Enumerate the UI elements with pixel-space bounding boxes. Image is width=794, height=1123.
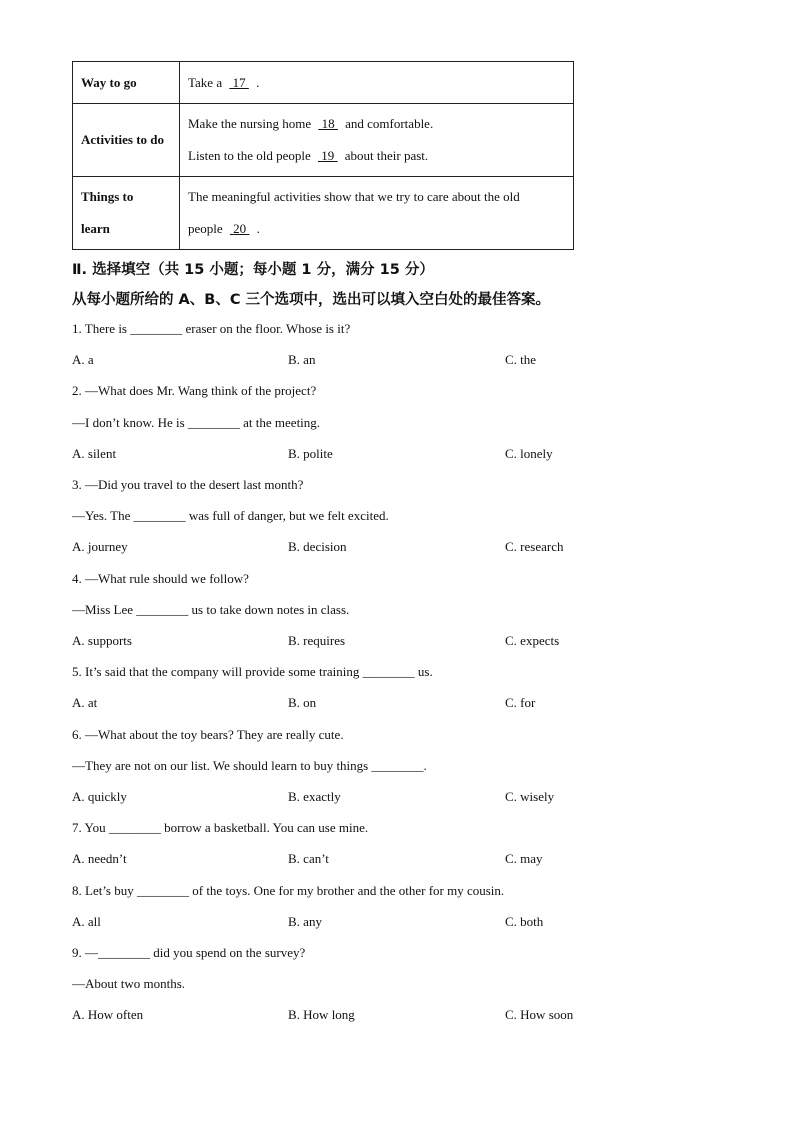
question-reply: —They are not on our list. We should learn to buy things ________.	[72, 757, 427, 773]
question-reply: —Miss Lee ________ us to take down notes in class.	[72, 601, 350, 617]
option-c: C. research	[505, 539, 564, 555]
blank-19: 19	[321, 148, 335, 163]
option-a: A. silent	[72, 445, 117, 461]
question-stem: 1. There is ________ eraser on the floor. Whose is it?	[72, 321, 351, 336]
question-reply: —I don’t know. He is ________ at the meeting.	[72, 414, 321, 430]
option-b: B. How long	[288, 1007, 355, 1023]
row-key: Activities to do	[73, 104, 180, 177]
question-stem: 6. —What about the toy bears? They are really cute.	[72, 726, 344, 742]
option-a: A. supports	[72, 633, 132, 648]
option-b: B. exactly	[288, 789, 341, 804]
table-row	[73, 177, 574, 250]
option-b: B. on	[288, 695, 317, 711]
option-a: A. at	[72, 695, 98, 711]
option-c: C. for	[505, 695, 536, 711]
row-value	[180, 62, 574, 104]
option-a: A. journey	[72, 539, 128, 555]
table-row	[73, 104, 574, 177]
text: people	[188, 221, 226, 236]
table-row	[73, 62, 574, 104]
option-b: B. an	[288, 352, 316, 368]
section-instruction: 从每小题所给的 A、B、C 三个选项中，选出可以填入空白处的最佳答案。	[72, 292, 551, 308]
question-stem: 5. It’s said that the company will provide some training ________ us.	[72, 664, 433, 680]
row-value	[180, 104, 574, 177]
activity-table	[72, 61, 574, 250]
option-c: C. both	[505, 913, 544, 929]
text: .	[252, 74, 260, 90]
question-stem: 8. Let’s buy ________ of the toys. One for my brother and the other for my cousin.	[72, 882, 505, 898]
question-stem: 2. —What does Mr. Wang think of the project?	[72, 383, 317, 399]
option-b: B. requires	[288, 633, 346, 648]
option-a: A. needn’t	[72, 851, 127, 867]
option-c: C. How soon	[505, 1007, 574, 1023]
option-c: C. expects	[505, 633, 560, 648]
option-b: B. any	[288, 913, 322, 929]
option-c: C. lonely	[505, 445, 553, 461]
option-c: C. the	[505, 352, 537, 368]
question-stem: 3. —Did you travel to the desert last month?	[72, 477, 304, 492]
section-heading: Ⅱ. 选择填空（共 15 小题；每小题 1 分，满分 15 分）	[72, 262, 434, 278]
text: .	[253, 221, 260, 236]
option-c: C. wisely	[505, 789, 555, 804]
text: and comfortable.	[341, 116, 434, 131]
option-a: A. a	[72, 352, 94, 368]
blank-20: 20	[233, 221, 247, 236]
row-value	[180, 177, 574, 250]
blank-17: 17	[232, 74, 246, 90]
blank-18: 18	[321, 116, 335, 131]
text: Listen to the old people	[188, 148, 315, 163]
text: Take a	[188, 74, 226, 90]
question-stem: 4. —What rule should we follow?	[72, 570, 249, 586]
row-key: Things to learn	[73, 177, 180, 250]
question-reply: —About two months.	[72, 976, 186, 992]
question-reply: —Yes. The ________ was full of danger, but we felt excited.	[72, 508, 389, 524]
text: Make the nursing home	[188, 116, 315, 131]
option-b: B. polite	[288, 445, 333, 461]
question-stem: 9. —________ did you spend on the survey?	[72, 945, 306, 960]
row-key: Way to go	[73, 62, 180, 104]
option-c: C. may	[505, 851, 543, 867]
question-stem: 7. You ________ borrow a basketball. You can use mine.	[72, 820, 369, 836]
option-b: B. decision	[288, 539, 347, 555]
text: The meaningful activities show that we try to care about the old	[188, 189, 520, 204]
option-b: B. can’t	[288, 851, 329, 867]
text: about their past.	[341, 148, 429, 163]
option-a: A. How often	[72, 1007, 144, 1023]
option-a: A. all	[72, 913, 101, 929]
option-a: A. quickly	[72, 789, 127, 804]
